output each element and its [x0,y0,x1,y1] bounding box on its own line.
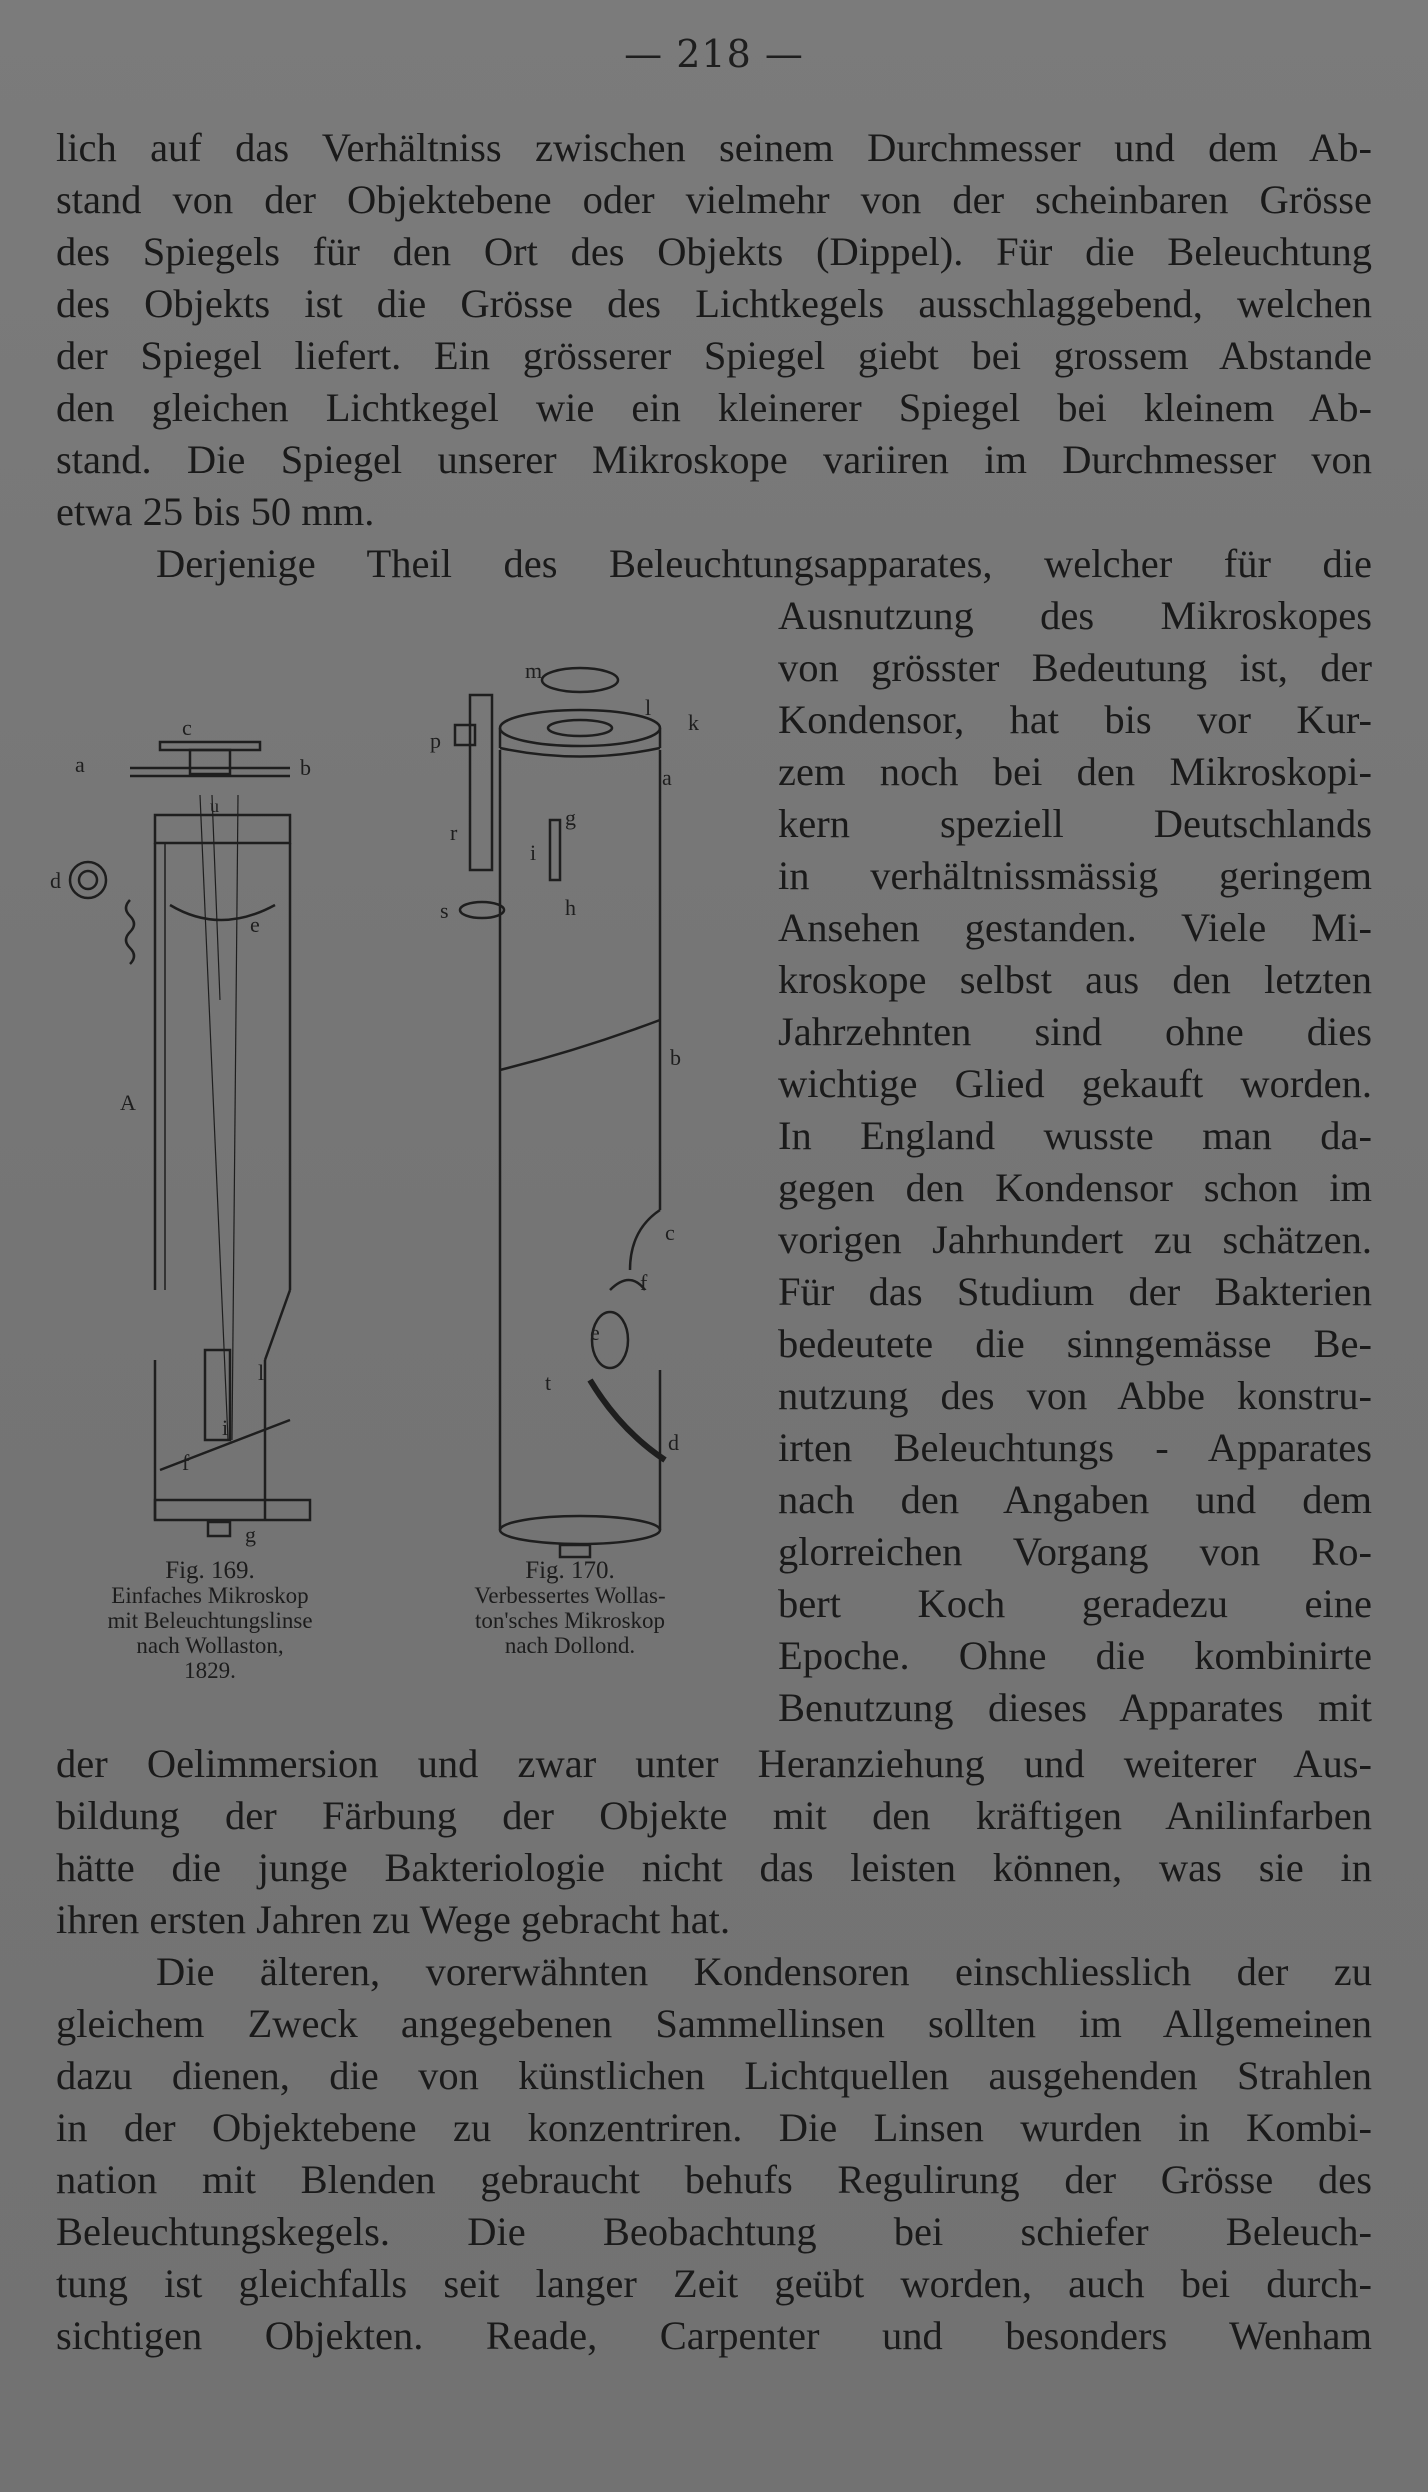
label-c: c [665,1220,675,1245]
text-line: tung ist gleichfalls seit langer Zeit geübt worden, auch bei durch- [56,2261,1372,2306]
stage-disc [500,710,660,746]
label-e: e [250,912,260,937]
text-line: Benutzung dieses Apparates mit [778,1685,1372,1730]
text-line: des Objekts ist die Grösse des Lichtkegels ausschlaggebend, welchen [56,281,1372,326]
text-line: etwa 25 bis 50 mm. [56,489,375,534]
text-line: gegen den Kondensor schon im [778,1165,1372,1210]
label-g: g [565,805,576,830]
text-line: wichtige Glied gekauft worden. [778,1061,1372,1106]
text-line: in verhältnissmässig geringem [778,853,1372,898]
screw-g [208,1522,230,1536]
label-k: k [688,710,699,735]
knob-p [455,725,475,745]
label-l: l [258,1360,265,1385]
text-line: stand. Die Spiegel unserer Mikroskope variiren im Durchmesser von [56,437,1372,482]
caption-line: Verbessertes Wollas- [474,1583,666,1608]
paragraph-2-side-column [778,590,1372,1734]
label-g: g [245,1522,256,1547]
text-line: dazu dienen, die von künstlichen Lichtquellen ausgehenden Strahlen [56,2053,1372,2098]
text-line: nutzung des von Abbe konstru- [778,1373,1372,1418]
stage-bottom [500,748,660,757]
text-line: den gleichen Lichtkegel wie ein kleinerer Spiegel bei kleinem Ab- [56,385,1372,430]
label-u: u [210,796,219,816]
text-line: glorreichen Vorgang von Ro- [778,1529,1372,1574]
text-line: bedeutete die sinngemässe Be- [778,1321,1372,1366]
label-f: f [640,1270,648,1295]
label-s: s [440,898,449,923]
paragraph-2-first-line: Derjenige Theil des Beleuchtungsapparates, welcher für die [156,541,1372,586]
text-line: sichtigen Objekten. Reade, Carpenter und besonders Wenham [56,2313,1372,2358]
text-line: bildung der Färbung der Objekte mit den kräftigen Anilinfarben [56,1793,1372,1838]
label-h: h [565,895,576,920]
caption-line: Einfaches Mikroskop [111,1583,309,1608]
text-line: ihren ersten Jahren zu Wege gebracht hat. [56,1897,731,1942]
text-line: Ansehen gestanden. Viele Mi- [778,905,1372,950]
text-line: In England wusste man da- [778,1113,1372,1158]
screw-s [460,902,504,918]
figure-170-microscope [430,650,720,1560]
label-t: t [545,1370,552,1395]
bend-c [630,1210,660,1270]
label-b: b [300,755,311,780]
label-a: a [75,752,85,777]
focus-knob [70,862,106,898]
figure-169-microscope [50,700,340,1560]
label-d: d [50,868,61,893]
label-l: l [645,695,652,720]
text-line: hätte die junge Bakteriologie nicht das leisten können, was sie in [56,1845,1372,1890]
caption-line: 1829. [184,1658,236,1683]
text-line: des Spiegels für den Ort des Objekts (Dippel). Für die Beleuchtung [56,229,1372,274]
ray [232,795,238,1440]
mirror-t [590,1380,665,1460]
caption-line: nach Dollond. [504,1633,636,1658]
lens-holder [190,750,230,774]
ray [212,795,220,1000]
tube-collar [155,815,290,843]
text-line: Die älteren, vorerwähnten Kondensoren einschliesslich der zu [156,1949,1372,1994]
label-r: r [450,820,458,845]
text-line: zem noch bei den Mikroskopi- [778,749,1372,794]
base-disc [500,1516,660,1544]
mirror-m [542,668,618,692]
caption-line: nach Wollaston, [136,1633,284,1658]
text-line: lich auf das Verhältniss zwischen seinem Durchmesser und dem Ab- [56,125,1372,170]
paragraph-1 [56,122,1372,538]
label-f: f [182,1450,190,1475]
text-line: Jahrzehnten sind ohne dies [778,1009,1372,1054]
text-line: Epoche. Ohne die kombinirte [778,1633,1372,1678]
taper-right [265,1290,290,1360]
label-e: e [590,1320,600,1345]
text-line: in der Objektebene zu konzentriren. Die Linsen wurden in Kombi- [56,2105,1372,2150]
pillar-r [470,695,492,870]
label-A: A [120,1090,136,1115]
tube-joint-b [500,1020,660,1070]
focus-knob-inner [79,871,97,889]
text-line: vorigen Jahrhundert zu schätzen. [778,1217,1372,1262]
label-i: i [530,840,537,865]
figure-169-caption [50,1558,370,1683]
text-line: nation mit Blenden gebraucht behufs Regulirung der Grösse des [56,2157,1372,2202]
figure-number: Fig. 169. [165,1557,255,1584]
caption-line: ton'sches Mikroskop [474,1608,666,1633]
text-line: Beleuchtungskegels. Die Beobachtung bei schiefer Beleuch- [56,2209,1372,2254]
text-line: nach den Angaben und dem [778,1477,1372,1522]
label-d: d [668,1430,679,1455]
text-line: der Spiegel liefert. Ein grösserer Spiegel giebt bei grossem Abstande [56,333,1372,378]
text-line: irten Beleuchtungs - Apparates [778,1425,1372,1470]
text-line: gleichem Zweck angegebenen Sammellinsen sollten im Allgemeinen [56,2001,1372,2046]
figure-170-caption [400,1558,740,1658]
paragraph-2-continuation [56,1738,1372,1946]
stage-opening [548,720,612,736]
text-line: Kondensor, hat bis vor Kur- [778,697,1372,742]
text-line: Für das Studium der Bakterien [778,1269,1372,1314]
page-number: — 218 — [624,32,804,76]
text-line: von grösster Bedeutung ist, der [778,645,1372,690]
text-line: Ausnutzung des Mikroskopes [778,593,1372,638]
slider-h [550,820,560,880]
label-a: a [662,765,672,790]
caption-line: mit Beleuchtungslinse [107,1608,313,1633]
text-line: der Oelimmersion und zwar unter Heranziehung und weiterer Aus- [56,1741,1372,1786]
text-line: stand von der Objektebene oder vielmehr von der scheinbaren Grösse [56,177,1372,222]
base-plate [155,1500,310,1520]
ray [200,795,228,1440]
rack [126,900,134,964]
paragraph-3 [56,1946,1372,2362]
figure-number: Fig. 170. [525,1557,615,1584]
label-b: b [670,1045,681,1070]
text-line: kroskope selbst aus den letzten [778,957,1372,1002]
base-screw [560,1545,590,1557]
text-line: bert Koch geradezu eine [778,1581,1372,1626]
text-line: kern speziell Deutschlands [778,801,1372,846]
label-i: i [222,1415,229,1440]
label-p: p [430,728,441,753]
label-c: c [182,715,192,740]
label-m: m [525,658,543,683]
